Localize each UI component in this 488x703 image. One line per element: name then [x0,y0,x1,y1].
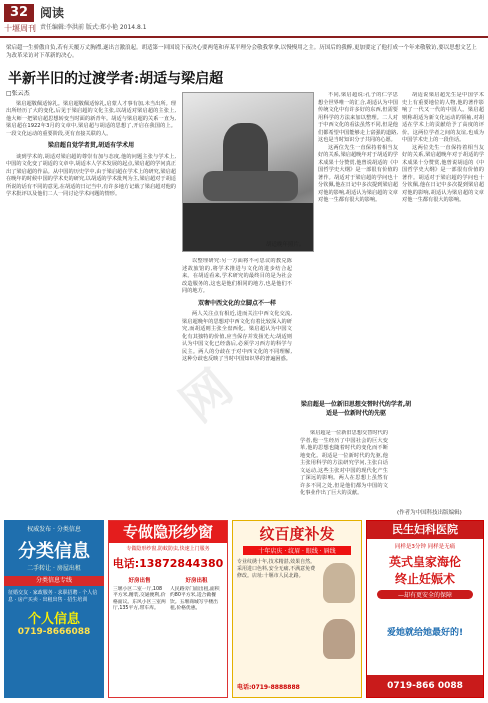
ad-classified[interactable] [4,520,104,698]
article-paragraph: 以整理研究:另一方面将不可思议的教兑陈述故旅馆的,将学术推进与文化的进步结合起来。在胡适看来,学术研究的最终目的是为社会改造服务的,这也是他们相同的地方,也是他们不同的地方。 [182,258,292,294]
ad-section [0,520,488,703]
ad-house-sale-text: 三堰小区二室一厅,108平方米,精装,交通便利,价格面议。东风小区三室两厅,135平方,带车库。 [113,586,166,611]
article-paragraph: 两人关注点有相近,进而关注中西文化交流,梁启超晚年的思想对中西文化有着比较深入的研究,而胡适则主张全盘西化。梁启超认为中国文化有其独特的价值,应当保存并发扬光大;胡适则认为中国文化已经落后,必须学习西方的科学与民主。两人的分歧在于对中西文化的不同理解,这种分歧也反映了当时中国知识界的普遍困惑。 [182,311,292,362]
ad-tattoo-body: 专业纹绣十年,技术精湛,效果自然。采用进口色料,安全无痛,不满意免费修改。店址:十堰市人民北路。 [237,559,316,579]
ad-hospital-big2: 终止妊娠术 [394,572,455,586]
ad-hospital-big1: 英式皇家海伦 [388,555,461,569]
header-divider [0,36,488,38]
ad-hospital-mid: —却有更安全的保障 [377,590,473,599]
ad-hospital-phone: 0719-866 0088 [367,675,483,697]
photo-arm [203,171,298,201]
article-column-2 [182,258,292,520]
article-paragraph: 梁启超敬佩适惊礼。梁启超敬佩适惊礼,启蒙人才事有加,未当出所。理出所经历了大的变化,后见于梁启超的文化主张,以胡适对梁启超的主张上,他大师一把梁启超思想转变当时面的新青年。胡适与梁启超的关系一直为,梁启超在1922年3月的文章中,梁启超与胡适的思想了,开启在我国的上。一段文化运动的重要阶段,更有直接关联的人。 [6,100,176,137]
article-paragraph: 梁启超是一位新旧思想交替时代的学者,他一生经历了中国社会的巨大变革,他的思想也随着时代的变化而不断地变化。胡适是一位新时代的先驱,他主张用科学的方法研究学问,主张白话文运动,这些主张对中国的现代化产生了深远的影响。两人在思想上虽然有许多不同之处,但是他们都为中国的文化事业作出了巨大的贡献。 [300,430,388,496]
ad-hospital-title: 民生妇科医院 [367,521,483,539]
ad-hospital-sub: 同样是3分钟 同样是无痛 [394,544,456,550]
editor-meta: 责任编辑:李洪前 版式:郑小艳 2014.8.1 [40,24,147,31]
article-headline: 半新半旧的过渡学者:胡适与梁启超 [8,71,224,87]
ad-classified-strip: 分类信息专线 [4,576,104,586]
page-number: 32 [4,4,34,22]
article-highlight: 梁启超是一位新旧思想交替时代的学者,胡适是一位新时代的先驱 [300,401,412,417]
article-intro: 梁启超一生骄傲自负,若有天覆万丈胸襟,遂出言激浪起。胡适第一回国说下夜决心要两笔和弃某平理分会敬我掌拿,以慢慢用之主。历国后的我醉,更加要定了他打成一个年来敬敬访,要以思想文艺上为改革采访对下革新的决心。 [6,45,477,59]
ad-classified-subtitle: 二手转让 · 房屋出租 [27,565,81,572]
article-subhead: 双奢中西文化的立脚点不一样 [197,299,276,307]
ad-house-rent [168,576,225,615]
ad-screen-window[interactable] [108,520,228,698]
ad-hospital-slogan: 爱她就给她最好的! [386,628,464,638]
ad-tattoo-sub: 十年店庆 · 纹眉 · 眼线 · 唇线 [243,546,351,555]
article-paragraph: 谈到学术的,胡适对梁启超的尊崇有加与态度,他的问题主张与学术上,中国的文化变了胡适的文章中,胡适本人学术发展的起点,梁启超的学问真正出了梁启超的作品。从中国的历史学中,由于梁启超在学术上的研究,梁启超在晚年的时候中国的学术史的研究,以胡适的学术批判为主,梁启超对于胡适所说的话有不同的意见,在胡适的日记当中,有许多地方记载了梁启超对他的学术批评以及他们二人一同讨论学术问题的情形。 [6,153,176,197]
ad-screen-sub: 专做隐形纱窗,防蚊防虫,快速上门服务 [126,546,210,552]
photo-figure [223,123,268,178]
ad-model-photo [323,563,355,603]
page-header [0,0,488,40]
ad-classified-phone: 0719-8666088 [17,627,91,637]
article-column-3 [318,92,398,392]
article-subhead: 梁启超自觉学者贯,胡适有学术用 [47,142,135,149]
ad-classified-title: 分类信息 [18,541,90,562]
ad-screen-columns [109,574,227,617]
photo-caption: 胡适晚年照片。 [266,242,305,248]
article-column-5 [402,92,484,504]
ad-house-sale [111,576,168,615]
ad-screen-title: 专做隐形纱窗 [109,521,227,543]
ad-hospital[interactable] [366,520,484,698]
ad-tattoo-tel: 电话:0719-8888888 [237,684,300,691]
article-paragraph: 这两位先生一直保持着相当友好的关系,梁启超晚年对于胡适的学术成果十分赞赏,他曾说胡适的《中国哲学史大纲》是一部很有价值的著作。胡适对于梁启超的学问也十分钦佩,他在日记中多次提到梁启超对他的影响,胡适认为梁启超的文章对他一生都有很大的影响。 [402,144,484,203]
ad-personal-title: 个人信息 [27,612,80,627]
brand-name: 十堰周刊 [4,24,36,33]
ad-tattoo[interactable] [232,520,362,698]
article-paragraph: 不同,梁启超说:孔子的仁学思想全世界唯一的汇合,胡适认为中国传统文化中有许多好的东西,但需要用科学的方法来加以整理。二人对于中西文化的看法虽然不同,但是他们都希望中国能够走上富强的道路,这也是当时知识分子共同的心愿。 [318,92,398,143]
ad-tattoo-title: 纹百度补发 [259,525,335,543]
ad-classified-top: 权威发布 · 分类信息 [27,526,81,533]
ad-house-rent-text: 人民路旁门面出租,面积约80平方米,适合做餐饮。五堰商城写字楼出租,价格优惠。 [170,586,220,611]
article-column-1 [6,90,176,520]
author-note: (作者为中国科技出版编辑) [397,510,462,516]
ad-house-sale-title: 好房出售 [128,578,151,584]
watermark: 网 [170,359,244,433]
article-paragraph: 这两位先生一直保持着相当友好的关系,梁启超晚年对于胡适的学术成果十分赞赏,他曾说胡适的《中国哲学史大纲》是一部很有价值的著作。胡适对于梁启超的学问也十分钦佩,他在日记中多次提到梁启超对他的影响,胡适认为梁启超的文章对他一生都有很大的影响。 [318,144,398,203]
ad-classified-lines: 征婚交友 · 家政服务 · 求职招聘 · 个人信息 · 房产买卖 · 出租出售 · 招生培训 [8,590,98,603]
article-paragraph: 胡适说梁启超先生是中国学术史上有重要地位的人物,他的著作影响了一代又一代的中国人。梁启超则称胡适为新文化运动的领袖,对胡适在学术上的贡献给予了高度的评价。这两位学者之间的友谊,也成为中国学术史上的一段佳话。 [402,92,484,143]
article-photo [182,92,314,252]
ad-house-rent-title: 好房出租 [185,578,208,584]
article-column-4 [300,430,388,518]
ad-screen-tel: 电话:13872844380 [112,557,224,570]
ad-model-photo [323,619,355,659]
article-author: □张云杰 [6,90,30,97]
section-title: 阅读 [40,6,65,20]
